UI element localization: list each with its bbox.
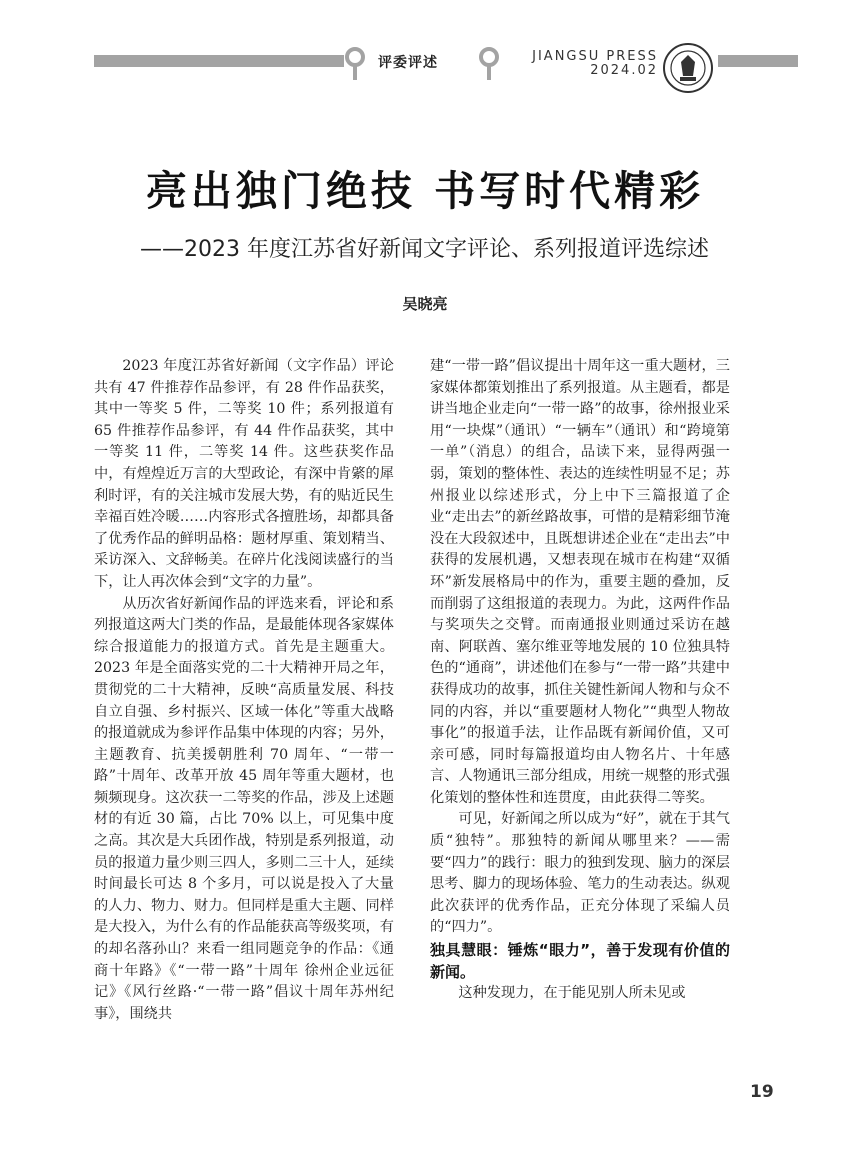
paragraph: 这种发现力，在于能见别人所未见或 xyxy=(458,985,686,1002)
article-title: 亮出独门绝技 书写时代精彩 xyxy=(145,167,705,215)
issue-number: 2024.02 xyxy=(590,63,658,78)
article-subtitle: ——2023 年度江苏省好新闻文字评论、系列报道评选综述 xyxy=(140,237,709,262)
page-number: 19 xyxy=(750,1082,774,1102)
paragraph: 2023 年度江苏省好新闻（文字作品）评论共有 47 件推荐作品参评，有 28 件作品获奖，其中一等奖 5 件，二等奖 10 件；系列报道有 65 件推荐作品参评，有 44 件作品获奖，其中一等奖 11 件，二等奖 14 件。这些获奖作品中，有煌煌近万言的大型政论，有深中肯綮的犀利时评，有的关注城市发展大势，有的贴近民生幸福百姓冷暖……内容形式各擅胜场，却都具备了优秀作品的鲜明品格：题材厚重、策划精当、采访深入、文辞畅美。在碎片化浅阅读盛行的当下，让人再次体会到“文字的力量”。 xyxy=(94,358,394,590)
paragraph: 可见，好新闻之所以成为“好”，就在于其气质“独特”。那独特的新闻从哪里来？——需要“四力”的践行：眼力的独到发现、脑力的深层思考、脚力的现场体验、笔力的生动表达。纵观此次获评的优秀作品，正充分体现了采编人员的“四力”。 xyxy=(430,811,730,936)
pin-icon xyxy=(343,46,367,82)
section-label: 评委评述 xyxy=(378,55,438,71)
magazine-title: JIANGSU PRESS xyxy=(532,49,658,64)
header-bar-left xyxy=(94,55,344,67)
paragraph: 从历次省好新闻作品的评选来看，评论和系列报道这两大门类的作品，是最能体现各家媒体综合报道能力的报道方式。首先是主题重大。2023 年是全面落实党的二十大精神开局之年，贯彻党的二十大精神，反映“高质量发展、科技自立自强、乡村振兴、区域一体化”等重大战略的报道就成为参评作品集中体现的内容；另外，主题教育、抗美援朝胜利 70 周年、“一带一路”十周年、改革开放 45 周年等重大题材，也频频现身。这次获一二等奖的作品，涉及上述题材的有近 30 篇，占比 70% 以上，可见集中度之高。其次是大兵团作战，特别是系列报道，动员的报道力量少则三四人，多则二三十人，延续时间最长可达 8 个多月，可以说是投入了大量的人力、物力、财力。但同样是重大主题、同样是大投入，为什么有的作品能获高等级奖项，有的却名落孙山？来看一组同题竞争的作品：《通商十年路》《“一带一路”十周年 徐州企业远征记》《风行丝路·“一带一路”倡议十周年苏州纪事》，围绕共 xyxy=(94,595,394,1022)
section-heading: 独具慧眼：锤炼“眼力”，善于发现有价值的新闻。 xyxy=(430,941,730,982)
header-bar-right xyxy=(718,55,798,67)
author-name: 吴晓亮 xyxy=(402,295,448,313)
pin-icon xyxy=(477,46,501,82)
magazine-name xyxy=(516,50,658,78)
paragraph: 建“一带一路”倡议提出十周年这一重大题材，三家媒体都策划推出了系列报道。从主题看，都是讲当地企业走向“一带一路”的故事，徐州报业采用“一块煤”（通讯）“一辆车”（通讯）和“跨境第一单”（消息）的组合，品读下来，显得两强一弱，策划的整体性、表达的连续性明显不足；苏州报业以综述形式，分上中下三篇报道了企业“走出去”的新丝路故事，可惜的是精彩细节淹没在大段叙述中，且既想讲述企业在“走出去”中获得的发展机遇，又想表现在城市在构建“双循环”新发展格局中的作为，重要主题的叠加，反而削弱了这组报道的表现力。为此，这两件作品与奖项失之交臂。而南通报业则通过采访在越南、阿联酋、塞尔维亚等地发展的 10 位独具特色的“通商”，讲述他们在参与“一带一路”共建中获得成功的故事，抓住关键性新闻人物和与众不同的内容，并以“重要题材人物化”“典型人物故事化”的报道手法，让作品既有新闻价值，又可亲可感，同时每篇报道均由人物名片、十年感言、人物通讯三部分组成，用统一规整的形式强化策划的整体性和连贯度，由此获得二等奖。 xyxy=(430,358,730,806)
journal-seal-logo xyxy=(662,42,714,94)
left-column xyxy=(94,356,394,1025)
right-column xyxy=(430,356,730,1005)
